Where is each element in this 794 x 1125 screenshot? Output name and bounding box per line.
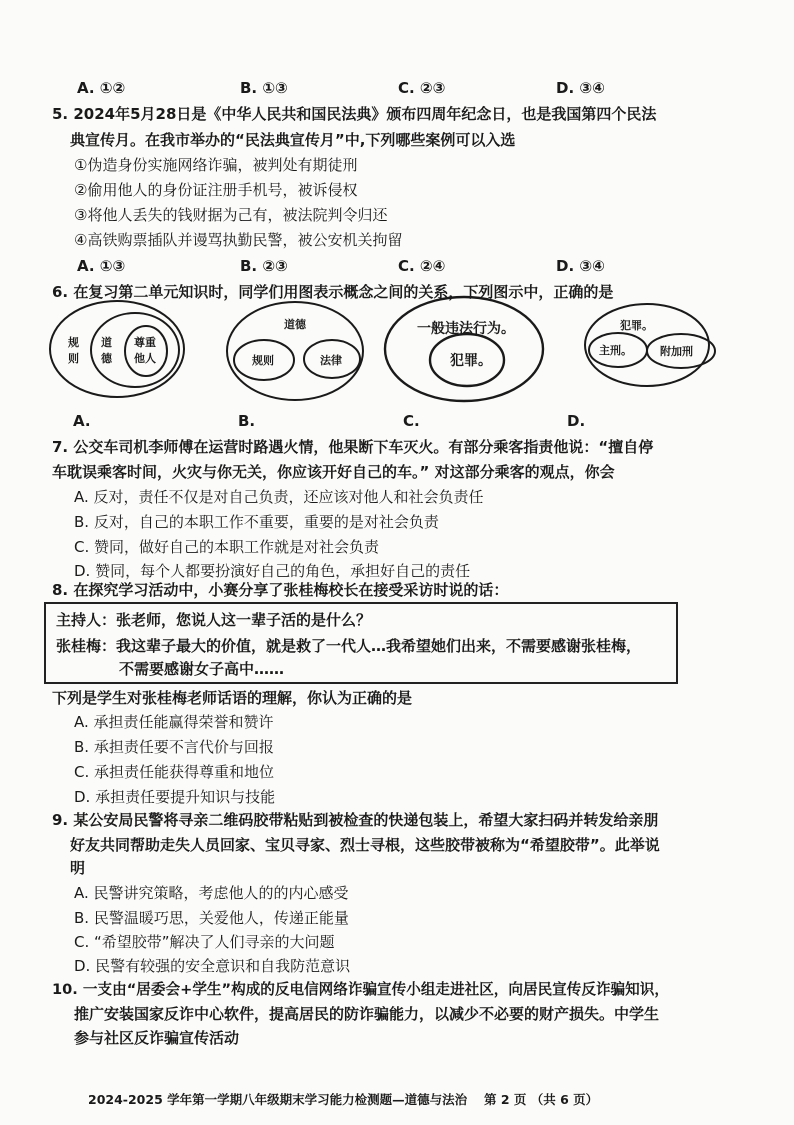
q8-option-d: D. 承担责任要提升知识与技能 bbox=[74, 788, 276, 806]
diagram-c-letter: C. bbox=[403, 412, 420, 430]
q5-item-2: ②偷用他人的身份证注册手机号，被诉侵权 bbox=[74, 181, 358, 199]
q5-option-a: A. ①③ bbox=[77, 257, 126, 275]
diagram-b-outer-label: 道德 bbox=[284, 318, 306, 331]
diagram-a-inner-ellipse bbox=[125, 326, 167, 376]
q10-stem-line3: 参与社区反诈骗宣传活动 bbox=[74, 1029, 240, 1047]
q8-stem: 8. 在探究学习活动中，小赛分享了张桂梅校长在接受采访时说的话： bbox=[52, 581, 509, 599]
interview-zhang-line1: 张桂梅：我这辈子最大的价值，就是救了一代人…我希望她们出来，不需要感谢张桂梅， bbox=[56, 637, 642, 655]
q10-stem-line1: 10. 一支由“居委会+学生”构成的反电信网络诈骗宣传小组走进社区，向居民宣传反诈骗知识， bbox=[52, 981, 669, 998]
q5-stem-line2: 典宣传月。在我市举办的“民法典宣传月”中,下列哪些案例可以入选 bbox=[70, 131, 516, 149]
q8-option-a: A. 承担责任能赢得荣誉和赞许 bbox=[74, 713, 274, 731]
q9-option-c: C. “希望胶带”解决了人们寻亲的大问题 bbox=[74, 933, 335, 951]
diagram-b-outer-ellipse bbox=[227, 302, 363, 400]
q8-option-b: B. 承担责任要不言代价与回报 bbox=[74, 738, 274, 756]
q5-item-3: ③将他人丢失的钱财据为己有，被法院判令归还 bbox=[74, 206, 388, 224]
interview-quote-box bbox=[44, 602, 678, 684]
q4-option-d: D. ③④ bbox=[556, 79, 605, 97]
q8-option-c: C. 承担责任能获得尊重和地位 bbox=[74, 763, 275, 781]
q5-option-c: C. ②④ bbox=[398, 257, 446, 275]
q4-option-b: B. ①③ bbox=[240, 79, 288, 97]
q9-stem-line2: 好友共同帮助走失人员回家、宝贝寻家、烈士寻根，这些胶带被称为“希望胶带”。此举说 bbox=[70, 836, 660, 854]
q5-option-d: D. ③④ bbox=[556, 257, 605, 275]
q5-item-4: ④高铁购票插队并谩骂执勤民警，被公安机关拘留 bbox=[74, 231, 403, 249]
diagram-a-outer-label-1: 规 bbox=[68, 336, 79, 349]
q7-option-b: B. 反对，自己的本职工作不重要，重要的是对社会负责 bbox=[74, 513, 439, 531]
diagram-b-left-label: 规则 bbox=[252, 354, 274, 367]
q6-diagrams bbox=[0, 295, 794, 435]
q7-option-a: A. 反对，责任不仅是对自己负责，还应该对他人和社会负责任 bbox=[74, 488, 484, 506]
q8-stem-2: 下列是学生对张桂梅老师话语的理解，你认为正确的是 bbox=[52, 689, 413, 707]
diagram-d-right-label: 附加刑 bbox=[660, 345, 693, 358]
q4-option-c: C. ②③ bbox=[398, 79, 446, 97]
q4-option-a: A. ①② bbox=[77, 79, 126, 97]
diagram-c-outer-label: 一般违法行为。 bbox=[417, 321, 515, 337]
diagram-a-letter: A. bbox=[73, 412, 91, 430]
q6-stem: 6. 在复习第二单元知识时，同学们用图表示概念之间的关系，下列图示中，正确的是 bbox=[52, 283, 614, 301]
q5-item-1: ①伪造身份实施网络诈骗，被判处有期徒刑 bbox=[74, 156, 358, 174]
q5-option-b: B. ②③ bbox=[240, 257, 288, 275]
q7-option-c: C. 赞同，做好自己的本职工作就是对社会负责 bbox=[74, 538, 380, 556]
diagram-c-inner-label: 犯罪。 bbox=[450, 353, 492, 369]
q5-stem-line1: 5. 2024年5月28日是《中华人民共和国民法典》颁布四周年纪念日，也是我国第四个民法 bbox=[52, 105, 657, 123]
q9-stem-line1: 9. 某公安局民警将寻亲二维码胶带粘贴到被检查的快递包装上，希望大家扫码并转发给亲朋 bbox=[52, 811, 659, 829]
diagram-d-outer-label: 犯罪。 bbox=[620, 319, 653, 332]
diagram-a-middle-label-2: 德 bbox=[101, 352, 112, 365]
diagram-a-outer-label-2: 则 bbox=[68, 352, 79, 365]
q9-stem-line3: 明 bbox=[70, 859, 86, 877]
interview-zhang-line2: 不需要感谢女子高中…… bbox=[119, 660, 285, 678]
q9-option-b: B. 民警温暖巧思，关爱他人，传递正能量 bbox=[74, 909, 349, 927]
q9-option-d: D. 民警有较强的安全意识和自我防范意识 bbox=[74, 957, 351, 975]
q4-options bbox=[0, 78, 794, 98]
diagram-a-middle-label-1: 道 bbox=[101, 336, 112, 349]
page-footer: 2024-2025 学年第一学期八年级期末学习能力检测题—道德与法治 第 2 页 （共 6 页） bbox=[88, 1092, 599, 1107]
diagram-b-right-label: 法律 bbox=[320, 354, 342, 367]
diagram-d-left-label: 主刑。 bbox=[599, 344, 632, 357]
q10-stem-line2: 推广安装国家反诈中心软件，提高居民的防诈骗能力，以减少不必要的财产损失。中学生 bbox=[74, 1005, 660, 1023]
diagram-b-letter: B. bbox=[238, 412, 256, 430]
q7-stem-line1: 7. 公交车司机李师傅在运营时路遇火情，他果断下车灭火。有部分乘客指责他说：“擅自停 bbox=[52, 438, 654, 456]
interview-host-line: 主持人：张老师，您说人这一辈子活的是什么？ bbox=[56, 611, 372, 629]
diagram-a-inner-label-1: 尊重 bbox=[134, 336, 156, 349]
q9-option-a: A. 民警讲究策略，考虑他人的的内心感受 bbox=[74, 884, 349, 902]
diagram-d-letter: D. bbox=[567, 412, 586, 430]
q7-option-d: D. 赞同，每个人都要扮演好自己的角色，承担好自己的责任 bbox=[74, 562, 471, 580]
diagram-a-middle-ellipse bbox=[91, 313, 179, 387]
q5-options bbox=[0, 256, 794, 276]
q7-stem-line2: 车耽误乘客时间，火灾与你无关，你应该开好自己的车。” 对这部分乘客的观点，你会 bbox=[52, 463, 615, 481]
diagram-a-inner-label-2: 他人 bbox=[134, 352, 156, 365]
